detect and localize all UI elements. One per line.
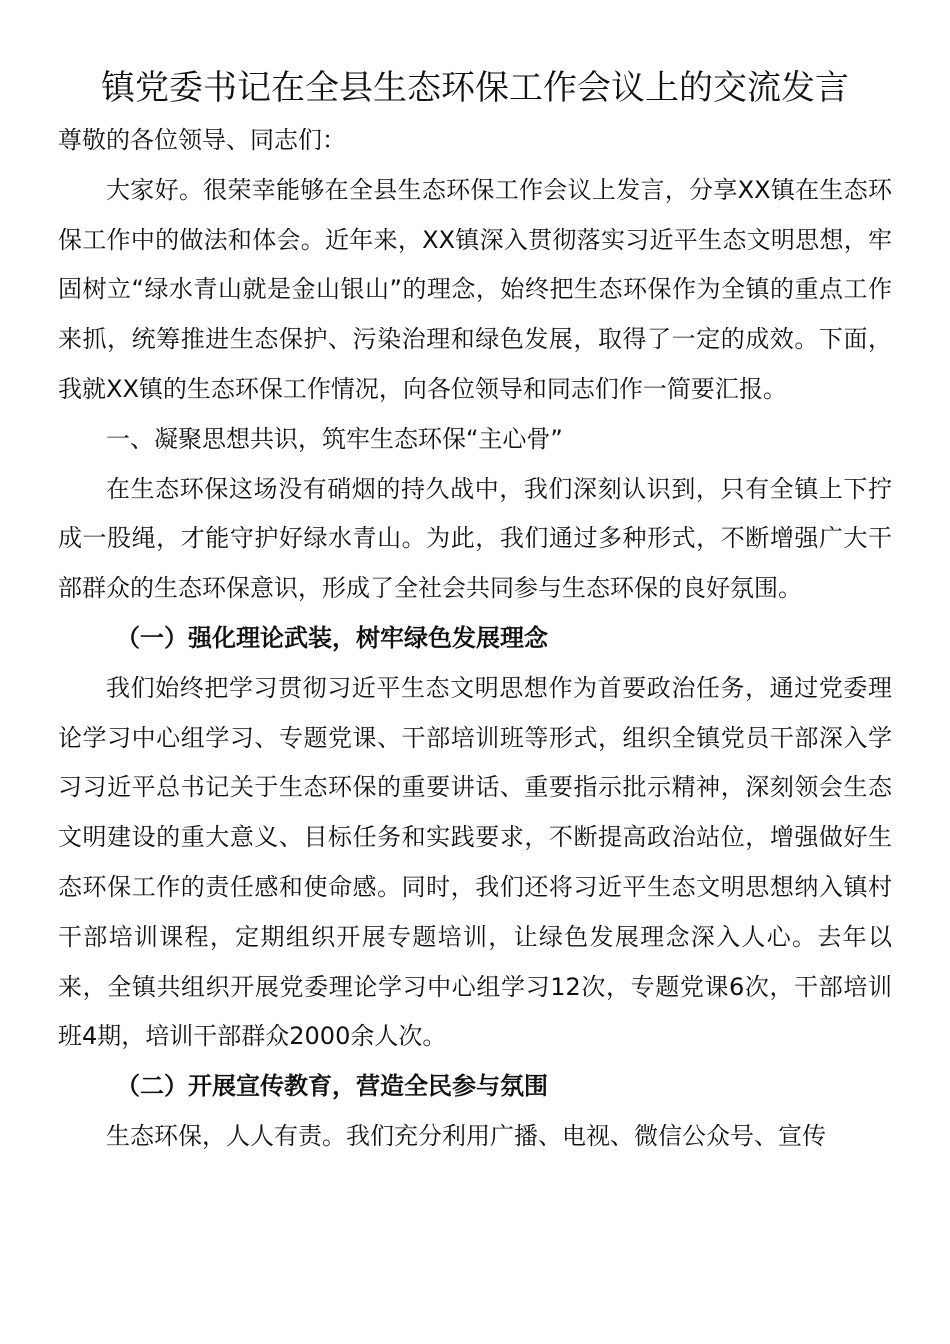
section-1-paragraph: 在生态环保这场没有硝烟的持久战中，我们深刻认识到，只有全镇上下拧成一股绳，才能守护好绿水青山。为此，我们通过多种形式，不断增强广大干部群众的生态环保意识，形成了全社会共同参与生态环保的良好氛围。 bbox=[58, 474, 892, 603]
intro-paragraph: 大家好。很荣幸能够在全县生态环保工作会议上发言，分享XX镇在生态环保工作中的做法和体会。近年来，XX镇深入贯彻落实习近平生态文明思想，牢固树立“绿水青山就是金山银山”的理念，始终把生态环保作为全镇的重点工作来抓，统筹推进生态保护、污染治理和绿色发展，取得了一定的成效。下面，我就XX镇的生态环保工作情况，向各位领导和同志们作一简要汇报。 bbox=[58, 175, 892, 403]
salutation: 尊敬的各位领导、同志们： bbox=[58, 126, 346, 154]
document-body bbox=[58, 116, 892, 1162]
subsection-1-heading: （一）强化理论武装，树牢绿色发展理念 bbox=[116, 623, 548, 652]
subsection-2-heading: （二）开展宣传教育，营造全民参与氛围 bbox=[116, 1072, 548, 1101]
section-1-heading: 一、凝聚思想共识，筑牢生态环保“主心骨” bbox=[106, 424, 563, 453]
document-title: 镇党委书记在全县生态环保工作会议上的交流发言 bbox=[101, 68, 849, 108]
subsection-2-paragraph: 生态环保，人人有责。我们充分利用广播、电视、微信公众号、宣传 bbox=[106, 1121, 826, 1150]
subsection-1-paragraph: 我们始终把学习贯彻习近平生态文明思想作为首要政治任务，通过党委理论学习中心组学习、专题党课、干部培训班等形式，组织全镇党员干部深入学习习近平总书记关于生态环保的重要讲话、重要指示批示精神，深刻领会生态文明建设的重大意义、目标任务和实践要求，不断提高政治站位，增强做好生态环保工作的责任感和使命感。同时，我们还将习近平生态文明思想纳入镇村干部培训课程，定期组织开展专题培训，让绿色发展理念深入人心。去年以来，全镇共组织开展党委理论学习中心组学习12次，专题党课6次，干部培训班4期，培训干部群众2000余人次。 bbox=[58, 673, 892, 1051]
